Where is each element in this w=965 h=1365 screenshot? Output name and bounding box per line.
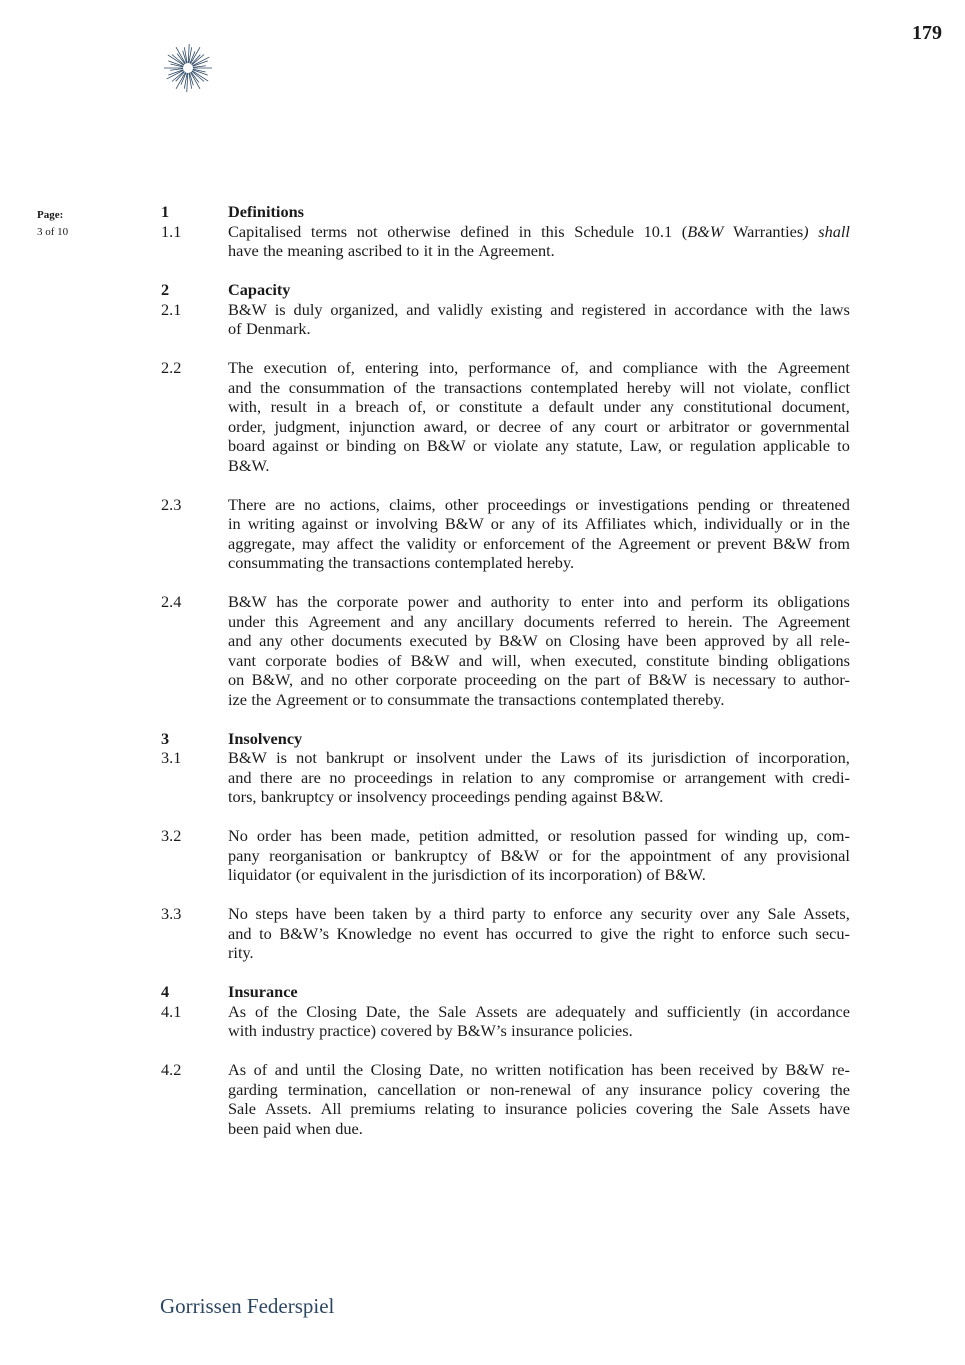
clause-line: tors, bankruptcy or insolvency proceedings pending against B&W. bbox=[228, 787, 664, 806]
clause-text bbox=[228, 1060, 850, 1138]
clause-number: 3.2 bbox=[161, 826, 182, 845]
section-heading bbox=[161, 729, 851, 749]
page-label: Page: bbox=[37, 209, 64, 221]
clause-text bbox=[228, 358, 850, 475]
section-heading bbox=[161, 982, 851, 1002]
clause-line: and the consummation of the transactions contemplated hereby will not violate, conflict bbox=[228, 377, 850, 397]
clause-line: and to B&W’s Knowledge no event has occurred to give the right to enforce such secu- bbox=[228, 923, 850, 943]
section-title: Definitions bbox=[228, 202, 304, 221]
clause-line: of Denmark. bbox=[228, 319, 311, 338]
starburst-logo-icon bbox=[158, 44, 218, 94]
section-number: 1 bbox=[161, 202, 170, 221]
clause-text bbox=[228, 748, 850, 807]
clause-line: consummating the transactions contemplated hereby. bbox=[228, 553, 575, 572]
clause-line: Capitalised terms not otherwise defined in this Schedule 10.1 (B&W Warranties) shall bbox=[228, 221, 850, 241]
clause-line: aggregate, may affect the validity or enforcement of the Agreement or prevent B&W from bbox=[228, 533, 850, 553]
clause-text bbox=[228, 592, 850, 709]
clause-line: been paid when due. bbox=[228, 1118, 363, 1138]
spacer bbox=[161, 475, 851, 495]
clause-line: B&W has the corporate power and authority to enter into and perform its obligations bbox=[228, 592, 850, 611]
clause-line: with industry practice) covered by B&W’s insurance policies. bbox=[228, 1021, 633, 1040]
section-heading bbox=[161, 202, 851, 222]
clause-text bbox=[228, 495, 850, 573]
clause-line: and any other documents executed by B&W on Closing have been approved by all rele- bbox=[228, 631, 850, 650]
clause-text bbox=[228, 826, 850, 885]
spacer bbox=[161, 963, 851, 983]
clause-text bbox=[228, 300, 850, 339]
section-number: 3 bbox=[161, 728, 170, 748]
spacer bbox=[161, 807, 851, 827]
clause-number: 3.1 bbox=[161, 748, 182, 767]
clause-line: There are no actions, claims, other proceedings or investigations pending or threatened bbox=[228, 494, 850, 514]
clause-line: ize the Agreement or to consummate the transactions contemplated thereby. bbox=[228, 689, 725, 709]
clause-line: B&W is not bankrupt or insolvent under the Laws of its jurisdiction of incorporation, bbox=[228, 748, 850, 767]
section-heading bbox=[161, 280, 851, 300]
clause-number: 2.4 bbox=[161, 592, 182, 611]
clause-text bbox=[228, 222, 850, 261]
clause-line: and there are no proceedings in relation to any compromise or arrangement with credi- bbox=[228, 767, 850, 787]
clause-line: B&W. bbox=[228, 455, 270, 475]
page-count: 3 of 10 bbox=[37, 226, 69, 238]
clause-line: garding termination, cancellation or non-renewal of any insurance policy covering the bbox=[228, 1079, 850, 1099]
spacer bbox=[161, 1041, 851, 1061]
spacer bbox=[161, 573, 851, 593]
clause-number: 4.1 bbox=[161, 1001, 182, 1021]
clause-number: 1.1 bbox=[161, 221, 182, 241]
clause-number: 4.2 bbox=[161, 1060, 182, 1079]
clause-line: with, result in a breach of, or constitute a default under any constitutional document, bbox=[228, 397, 850, 416]
clause-line: As of and until the Closing Date, no written notification has been received by B&W re- bbox=[228, 1060, 850, 1079]
firm-name-footer: Gorrissen Federspiel bbox=[160, 1294, 335, 1318]
clause bbox=[161, 748, 851, 807]
clause-line: under this Agreement and any ancillary documents referred to herein. The Agreement bbox=[228, 611, 850, 631]
document-body bbox=[161, 202, 851, 1138]
spacer bbox=[161, 339, 851, 359]
clause-line: B&W is duly organized, and validly existing and registered in accordance with the laws bbox=[228, 299, 850, 319]
section-number: 4 bbox=[161, 982, 170, 1001]
clause bbox=[161, 222, 851, 261]
clause bbox=[161, 904, 851, 963]
clause-number: 2.3 bbox=[161, 494, 182, 514]
clause bbox=[161, 300, 851, 339]
clause bbox=[161, 495, 851, 573]
clause-line: The execution of, entering into, performance of, and compliance with the Agreement bbox=[228, 358, 850, 377]
clause bbox=[161, 826, 851, 885]
clause-line: As of the Closing Date, the Sale Assets are adequately and sufficiently (in accordance bbox=[228, 1001, 850, 1021]
section-title: Insurance bbox=[228, 982, 298, 1001]
clause-line: No steps have been taken by a third party to enforce any security over any Sale Assets, bbox=[228, 904, 850, 923]
section-number: 2 bbox=[161, 280, 170, 299]
spacer bbox=[161, 885, 851, 905]
clause-text bbox=[228, 1002, 850, 1041]
clause-number: 2.2 bbox=[161, 358, 182, 377]
clause-line: order, judgment, injunction award, or decree of any court or arbitrator or governmental bbox=[228, 416, 850, 436]
section-title: Capacity bbox=[228, 280, 291, 299]
clause-line: pany reorganisation or bankruptcy of B&W or for the appointment of any provisional bbox=[228, 845, 850, 865]
clause-line: rity. bbox=[228, 943, 254, 962]
clause-line: board against or binding on B&W or violate any statute, Law, or regulation applicable to bbox=[228, 436, 850, 455]
clause-line: vant corporate bodies of B&W and will, when executed, constitute binding obligations bbox=[228, 650, 850, 670]
clause bbox=[161, 358, 851, 475]
page-number: 179 bbox=[912, 22, 942, 44]
page-indicator bbox=[37, 207, 68, 241]
clause-line: liquidator (or equivalent in the jurisdiction of its incorporation) of B&W. bbox=[228, 865, 706, 884]
clause-line: on B&W, and no other corporate proceeding on the part of B&W is necessary to author- bbox=[228, 670, 850, 689]
clause-line: in writing against or involving B&W or any of its Affiliates which, individually or in the bbox=[228, 514, 850, 533]
clause-line: have the meaning ascribed to it in the Agreement. bbox=[228, 241, 555, 260]
clause-line: No order has been made, petition admitted, or resolution passed for winding up, com- bbox=[228, 826, 850, 845]
clause-text bbox=[228, 904, 850, 963]
clause bbox=[161, 1002, 851, 1041]
clause-line: Sale Assets. All premiums relating to insurance policies covering the Sale Assets have bbox=[228, 1099, 850, 1118]
clause-number: 3.3 bbox=[161, 904, 182, 923]
spacer bbox=[161, 709, 851, 729]
clause-number: 2.1 bbox=[161, 299, 182, 319]
spacer bbox=[161, 261, 851, 281]
clause bbox=[161, 592, 851, 709]
section-title: Insolvency bbox=[228, 728, 303, 748]
clause bbox=[161, 1060, 851, 1138]
